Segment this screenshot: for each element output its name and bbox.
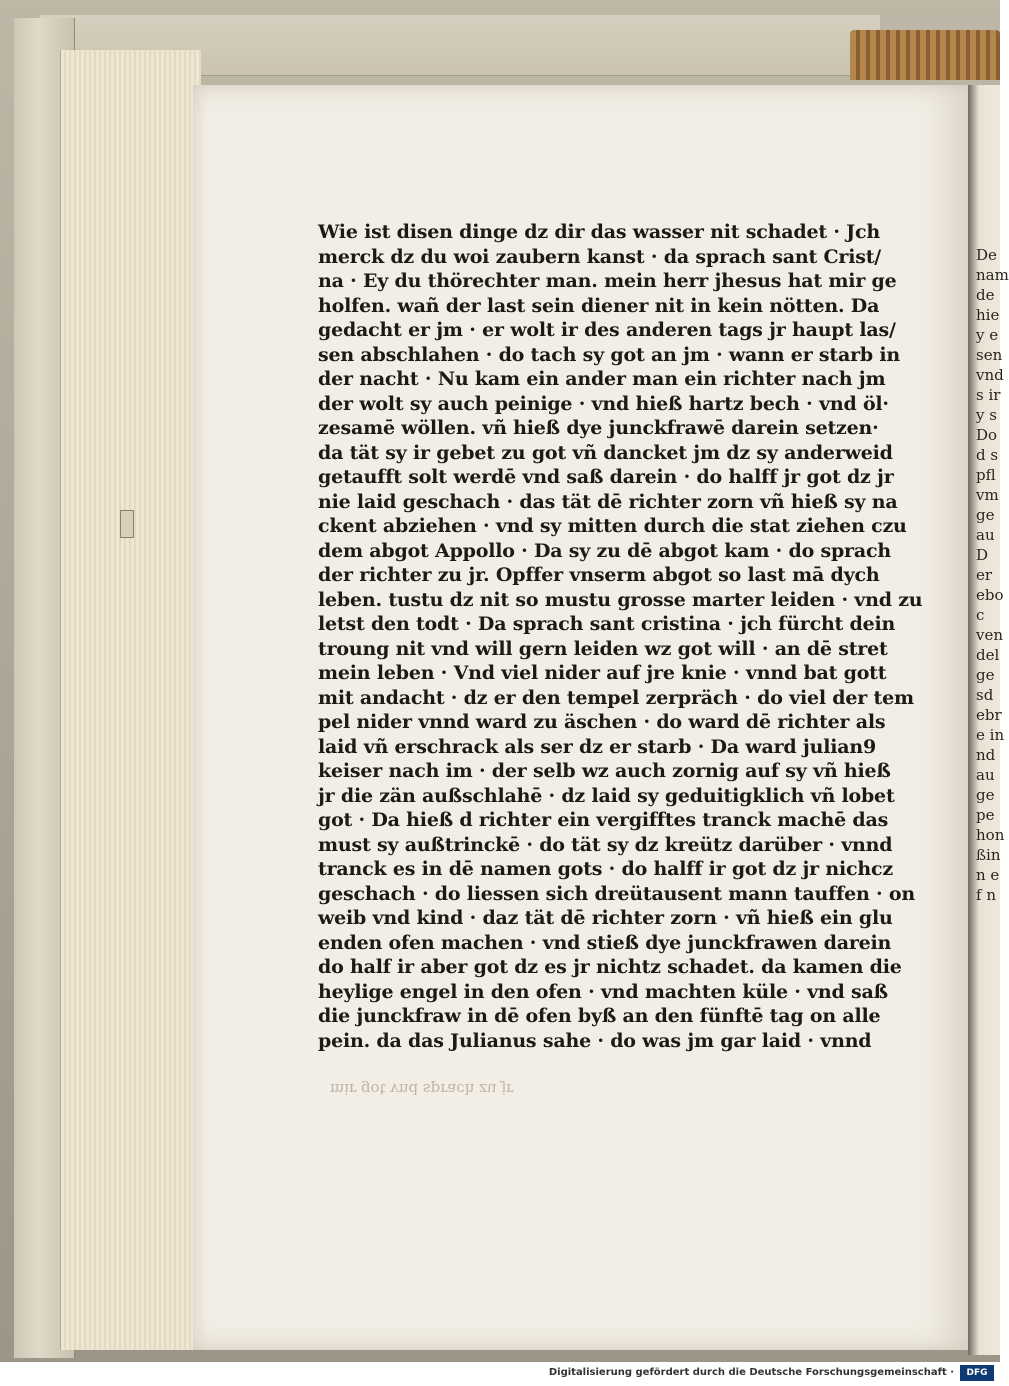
facing-page-fragment: De bbox=[976, 246, 997, 264]
facing-page-fragment: ge bbox=[976, 786, 995, 804]
facing-page-fragment: sd bbox=[976, 686, 994, 704]
text-line: da tät sy ir gebet zu got vñ dancket jm dz sy anderweid bbox=[318, 441, 893, 464]
text-line: gedacht er jm · er wolt ir des anderen tags jr haupt las/ bbox=[318, 319, 896, 341]
facing-page-fragment: f n bbox=[976, 886, 996, 904]
facing-page-fragment: s ir bbox=[976, 386, 1001, 404]
facing-page-fragment: de bbox=[976, 286, 995, 304]
text-line: dem abgot Appollo · Da sy zu dē abgot kam · do sprach bbox=[318, 539, 891, 562]
text-line: der richter zu jr. Opffer vnserm abgot so last mā dych bbox=[318, 564, 880, 586]
facing-page-fragment: e in bbox=[976, 726, 1005, 744]
facing-page-fragment: ebr bbox=[976, 706, 1002, 724]
text-line: laid vñ erschrack als ser dz er starb · Da ward julian9 bbox=[318, 735, 876, 758]
facing-page-fragment: vm bbox=[976, 486, 999, 504]
facing-page-fragment: nam bbox=[976, 266, 1009, 284]
text-line: tranck es in dē namen gots · do halff ir got dz jr nichcz bbox=[318, 858, 893, 880]
text-line: der wolt sy auch peinige · vnd hieß hartz bech · vnd öl· bbox=[318, 392, 889, 415]
text-line: pein. da das Julianus sahe · do was jm gar laid · vnnd bbox=[318, 1029, 872, 1052]
facing-page-fragment: er bbox=[976, 566, 993, 584]
text-line: Wie ist disen dinge dz dir das wasser nit schadet · Jch bbox=[318, 221, 880, 243]
facing-page-fragment: y s bbox=[976, 406, 997, 424]
page-stack-edge bbox=[60, 50, 201, 1350]
text-line: mein leben · Vnd viel nider auf jre knie · vnnd bat gott bbox=[318, 662, 887, 684]
facing-page-fragment: c bbox=[976, 606, 985, 624]
text-line: mit andacht · dz er den tempel zerpräch · do viel der tem bbox=[318, 686, 914, 709]
facing-page-fragment: del bbox=[976, 646, 1000, 664]
text-line: die junckfraw in dē ofen byß an den fünftē tag on alle bbox=[318, 1005, 881, 1027]
facing-page-fragment: ebo bbox=[976, 586, 1004, 604]
facing-page-fragment: ge bbox=[976, 506, 995, 524]
facing-page-fragment: sen bbox=[976, 346, 1003, 364]
text-line: der nacht · Nu kam ein ander man ein richter nach jm bbox=[318, 368, 886, 390]
text-line: do half ir aber got dz es jr nichtz schadet. da kamen die bbox=[318, 956, 902, 978]
facing-page-fragment: ßin bbox=[976, 846, 1001, 864]
funding-credit: Digitalisierung gefördert durch die Deutsche Forschungsgemeinschaft · bbox=[548, 1367, 954, 1378]
facing-page-fragment: Do bbox=[976, 426, 998, 444]
facing-page-fragment: d s bbox=[976, 446, 999, 464]
text-line: ckent abziehen · vnd sy mitten durch die stat ziehen czu bbox=[318, 515, 907, 537]
text-line: troung nit vnd will gern leiden wz got will · an dē stret bbox=[318, 637, 888, 660]
facing-page-fragment: au bbox=[976, 526, 995, 544]
text-line: zesamē wöllen. vñ hieß dye junckfrawē darein setzen· bbox=[318, 417, 879, 439]
facing-page-fragment: hie bbox=[976, 306, 1000, 324]
text-line: nie laid geschach · das tät dē richter zorn vñ hieß sy na bbox=[318, 490, 898, 513]
spine-band bbox=[850, 30, 1000, 80]
facing-page-fragment: au bbox=[976, 766, 995, 784]
text-line: keiser nach im · der selb wz auch zornig auf sy vñ hieß bbox=[318, 760, 891, 782]
text-line: letst den todt · Da sprach sant cristina · jch fürcht dein bbox=[318, 613, 896, 635]
text-line: geschach · do liessen sich dreütausent mann tauffen · on bbox=[318, 882, 915, 905]
clasp-tab bbox=[120, 510, 134, 538]
facing-page-fragment: pe bbox=[976, 806, 995, 824]
text-line: na · Ey du thörechter man. mein herr jhesus hat mir ge bbox=[318, 270, 897, 292]
facing-page-fragment: ge bbox=[976, 666, 995, 684]
facing-page-fragment: nd bbox=[976, 746, 996, 764]
text-line: heylige engel in den ofen · vnd machten küle · vnd saß bbox=[318, 980, 888, 1003]
text-line: getaufft solt werdē vnd saß darein · do halff jr got dz jr bbox=[318, 466, 894, 488]
text-line: merck dz du woi zaubern kanst · da sprach sant Crist/ bbox=[318, 245, 882, 268]
text-line: pel nider vnnd ward zu äschen · do ward dē richter als bbox=[318, 711, 886, 733]
facing-page-fragment: vnd bbox=[976, 366, 1004, 384]
facing-page-fragments bbox=[968, 85, 1009, 905]
text-line: holfen. wañ der last sein diener nit in kein nötten. Da bbox=[318, 294, 880, 317]
text-line: weib vnd kind · daz tät dē richter zorn · vñ hieß ein glu bbox=[318, 907, 893, 929]
facing-page-fragment: n e bbox=[976, 866, 1000, 884]
facing-page-fragment: ven bbox=[976, 626, 1004, 644]
text-line: sen abschlahen · do tach sy got an jm · wann er starb in bbox=[318, 343, 901, 366]
text-line: jr die zän außschlahē · dz laid sy geduitigklich vñ lobet bbox=[318, 784, 895, 807]
text-line: leben. tustu dz nit so mustu grosse marter leiden · vnd zu bbox=[318, 588, 923, 611]
facing-page-fragment: pfl bbox=[976, 466, 996, 484]
text-line: must sy außtrinckē · do tät sy dz kreütz darüber · vnnd bbox=[318, 833, 893, 856]
facing-page-fragment: hon bbox=[976, 826, 1005, 844]
facing-page-edge bbox=[968, 85, 1009, 1355]
dfg-logo: DFG bbox=[960, 1365, 994, 1381]
text-line: enden ofen machen · vnd stieß dye junckfrawen darein bbox=[318, 931, 892, 954]
bleed-through-text: mir got vnd sprach zu jr bbox=[330, 1080, 514, 1098]
facing-page-fragment: D bbox=[976, 546, 989, 564]
text-line: got · Da hieß d richter ein vergifftes tranck machē das bbox=[318, 809, 889, 831]
footer-bar bbox=[0, 1362, 1000, 1386]
facing-page-fragment: y e bbox=[976, 326, 999, 344]
page-text-block bbox=[318, 220, 923, 1053]
